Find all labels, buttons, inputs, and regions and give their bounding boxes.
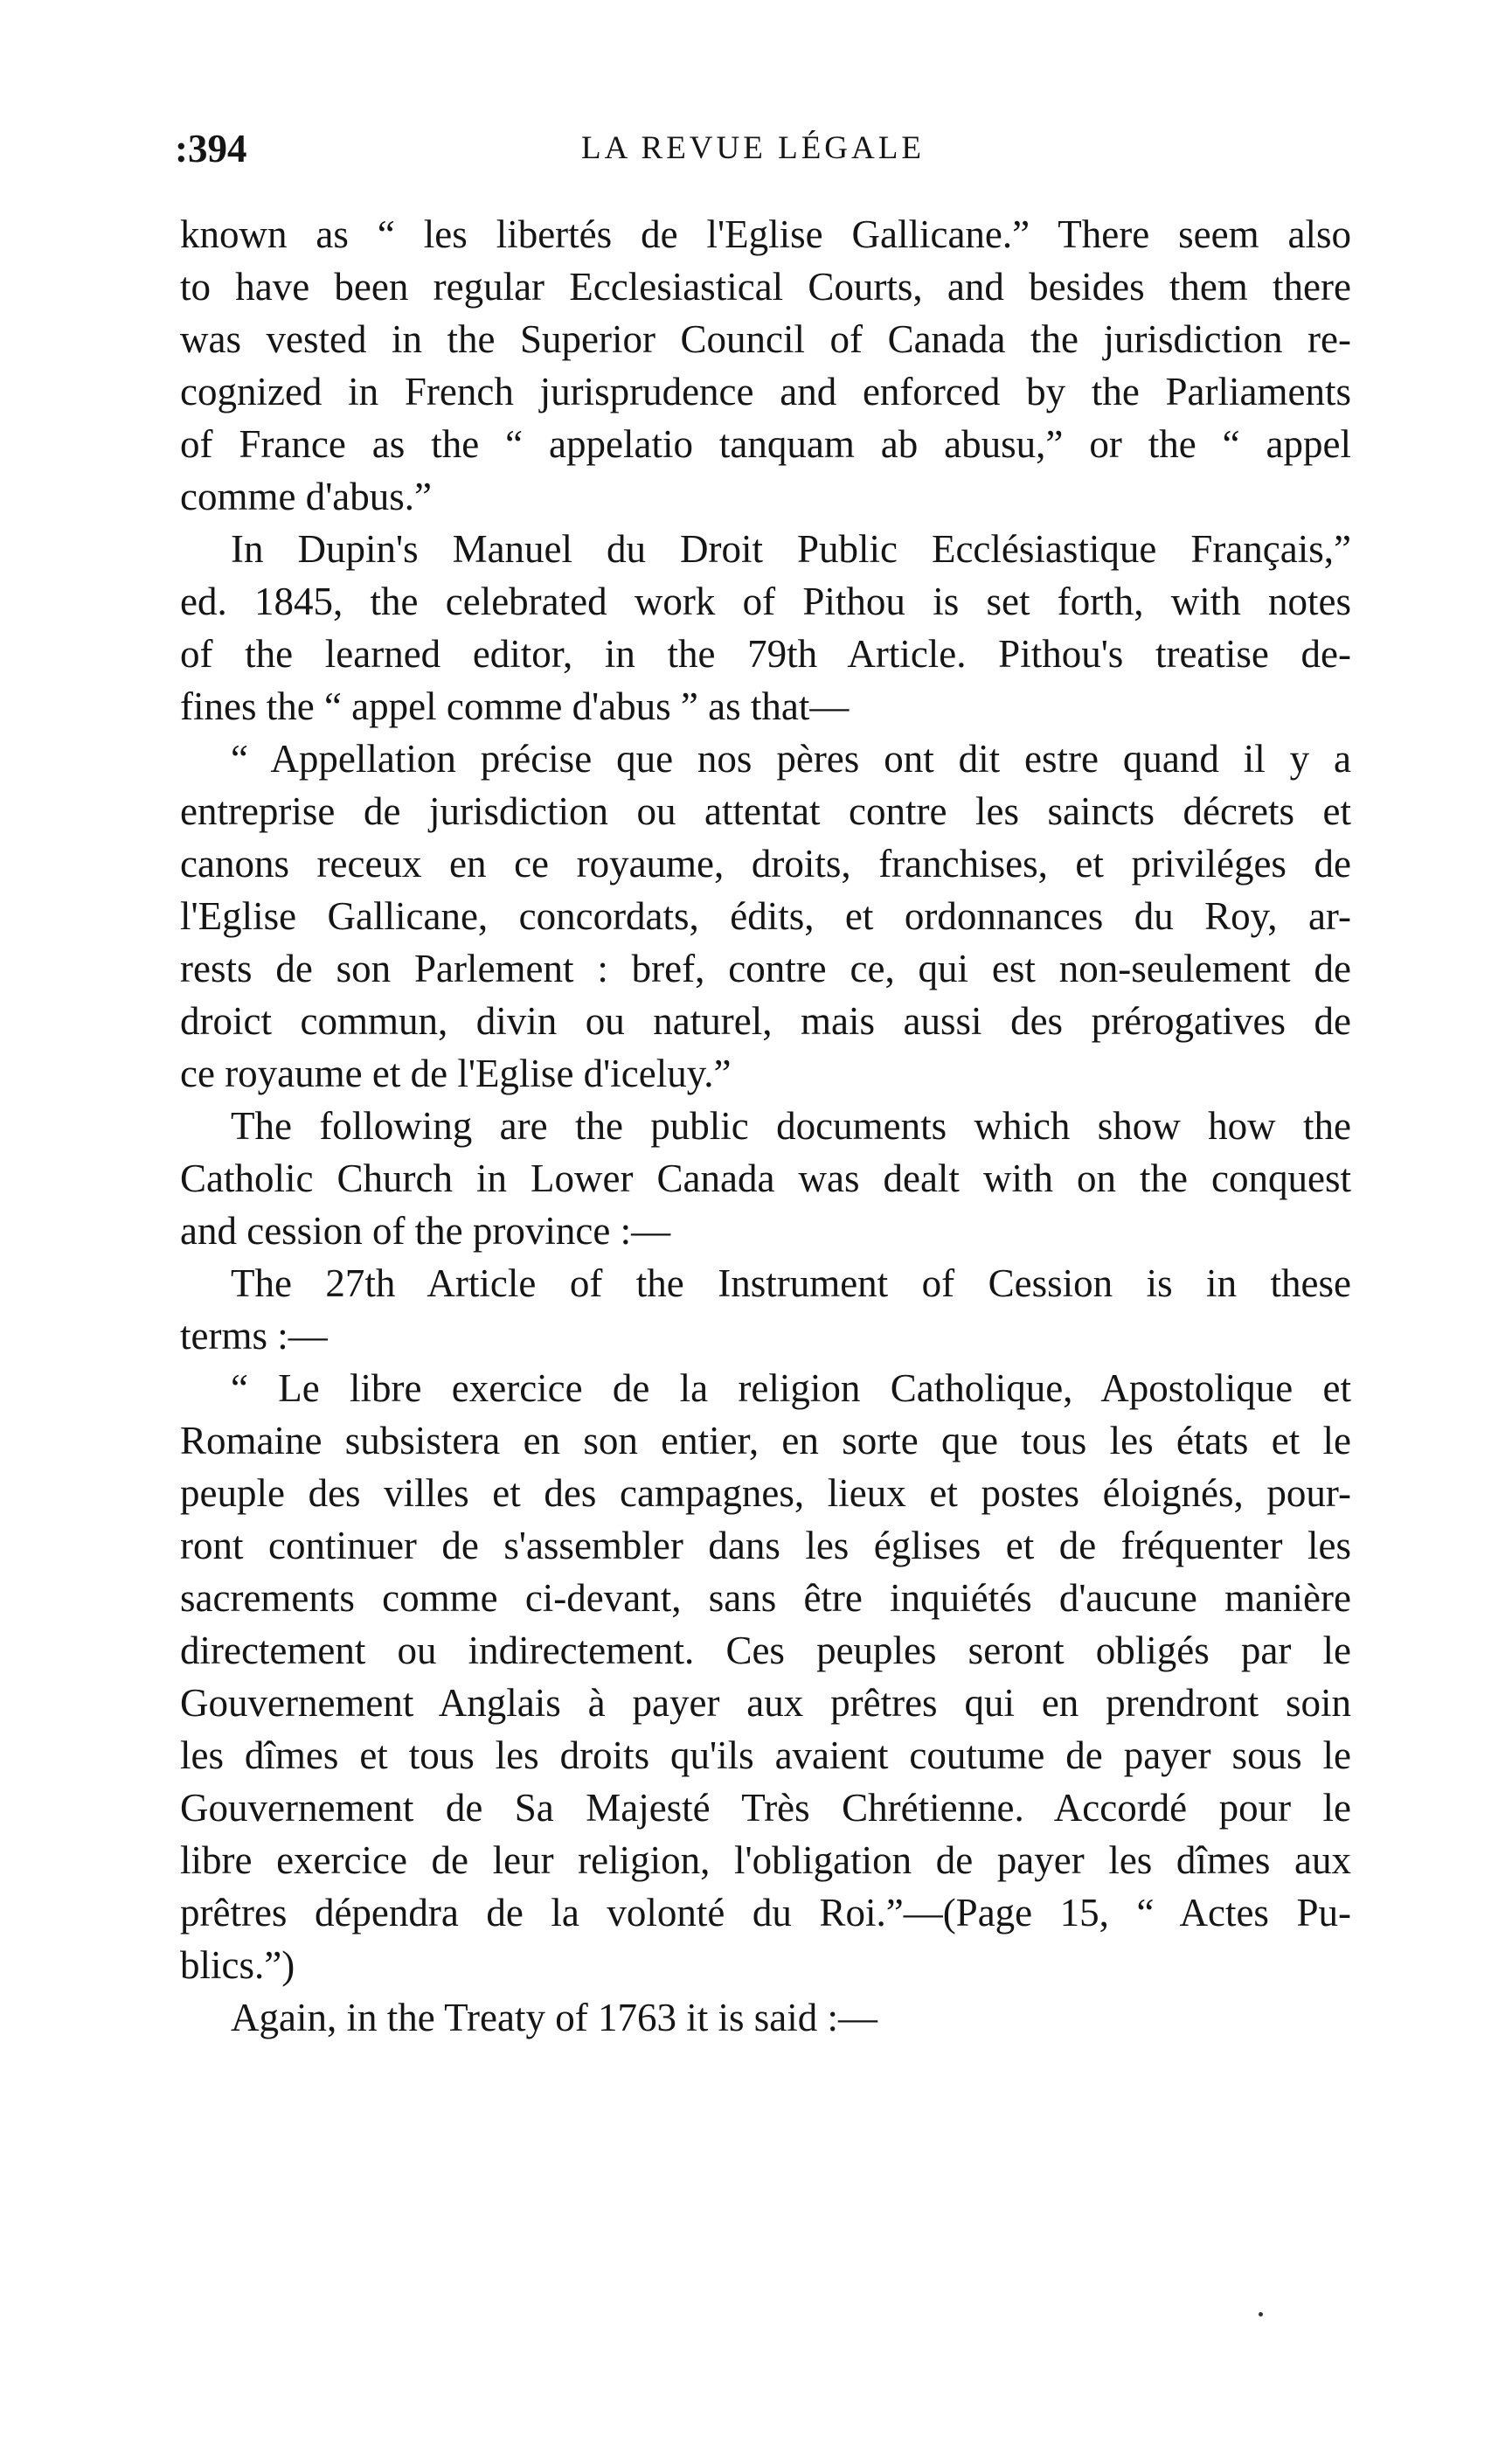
text-line: terms :— <box>180 1314 328 1358</box>
text-line: of the learned editor, in the 79th Article. Pithou's treatise de- <box>180 632 1351 676</box>
journal-title: LA REVUE LÉGALE <box>581 130 925 166</box>
text-line: was vested in the Superior Council of Canada the jurisdiction re- <box>180 317 1351 361</box>
quote-line: rests de son Parlement : bref, contre ce, qui est non-seulement de <box>180 947 1351 990</box>
quote-line: Gouvernement Anglais à payer aux prêtres qui en prendront soin <box>180 1681 1351 1725</box>
text-line: fines the “ appel comme d'abus ” as that— <box>180 684 850 728</box>
quote-line: ront continuer de s'assembler dans les églises et de fréquenter les <box>180 1524 1351 1567</box>
quote-line: “ Appellation précise que nos pères ont dit estre quand il y a <box>231 737 1351 781</box>
quote-line: entreprise de jurisdiction ou attentat contre les saincts décrets et <box>180 789 1351 833</box>
quote-line: sacrements comme ci-devant, sans être inquiétés d'aucune manière <box>180 1576 1351 1620</box>
quote-line: Romaine subsistera en son entier, en sorte que tous les états et le <box>180 1419 1351 1462</box>
quote-line: “ Le libre exercice de la religion Catholique, Apostolique et <box>231 1366 1351 1410</box>
text-line: In Dupin's Manuel du Droit Public Ecclésiastique Français,” <box>231 527 1351 571</box>
body-text <box>180 208 1351 2044</box>
quote-line: l'Eglise Gallicane, concordats, édits, et ordonnances du Roy, ar- <box>180 894 1351 938</box>
quote-line: droict commun, divin ou naturel, mais aussi des prérogatives de <box>180 999 1351 1043</box>
quote-line: canons receux en ce royaume, droits, franchises, et priviléges de <box>180 842 1351 886</box>
text-line: Again, in the Treaty of 1763 it is said :— <box>231 1996 877 2039</box>
quote-line: les dîmes et tous les droits qu'ils avaient coutume de payer sous le <box>180 1733 1351 1777</box>
text-line: cognized in French jurisprudence and enforced by the Parliaments <box>180 370 1351 413</box>
text-line: ed. 1845, the celebrated work of Pithou is set forth, with notes <box>180 580 1351 623</box>
text-line: The following are the public documents which show how the <box>231 1104 1351 1148</box>
text-line: to have been regular Ecclesiastical Courts, and besides them there <box>180 265 1351 309</box>
quote-line: peuple des villes et des campagnes, lieux et postes éloignés, pour- <box>180 1471 1351 1515</box>
quote-line: ce royaume et de l'Eglise d'iceluy.” <box>180 1052 732 1095</box>
quote-line: Gouvernement de Sa Majesté Très Chrétienne. Accordé pour le <box>180 1786 1351 1830</box>
text-line: of France as the “ appelatio tanquam ab abusu,” or the “ appel <box>180 422 1351 466</box>
text-line: The 27th Article of the Instrument of Cession is in these <box>231 1261 1351 1305</box>
print-speck <box>1259 2312 1263 2316</box>
quote-line: libre exercice de leur religion, l'obligation de payer les dîmes aux <box>180 1838 1351 1882</box>
quote-line: blics.”) <box>180 1943 295 1987</box>
text-line: and cession of the province :— <box>180 1209 671 1253</box>
running-head <box>0 122 1512 175</box>
page-number: :394 <box>175 127 247 170</box>
text-line: Catholic Church in Lower Canada was dealt with on the conquest <box>180 1157 1351 1200</box>
text-line: comme d'abus.” <box>180 475 433 518</box>
quote-line: prêtres dépendra de la volonté du Roi.”—(Page 15, “ Actes Pu- <box>180 1891 1351 1934</box>
quote-line: directement ou indirectement. Ces peuples seront obligés par le <box>180 1629 1351 1672</box>
text-line: known as “ les libertés de l'Eglise Gallicane.” There seem also <box>180 212 1351 256</box>
